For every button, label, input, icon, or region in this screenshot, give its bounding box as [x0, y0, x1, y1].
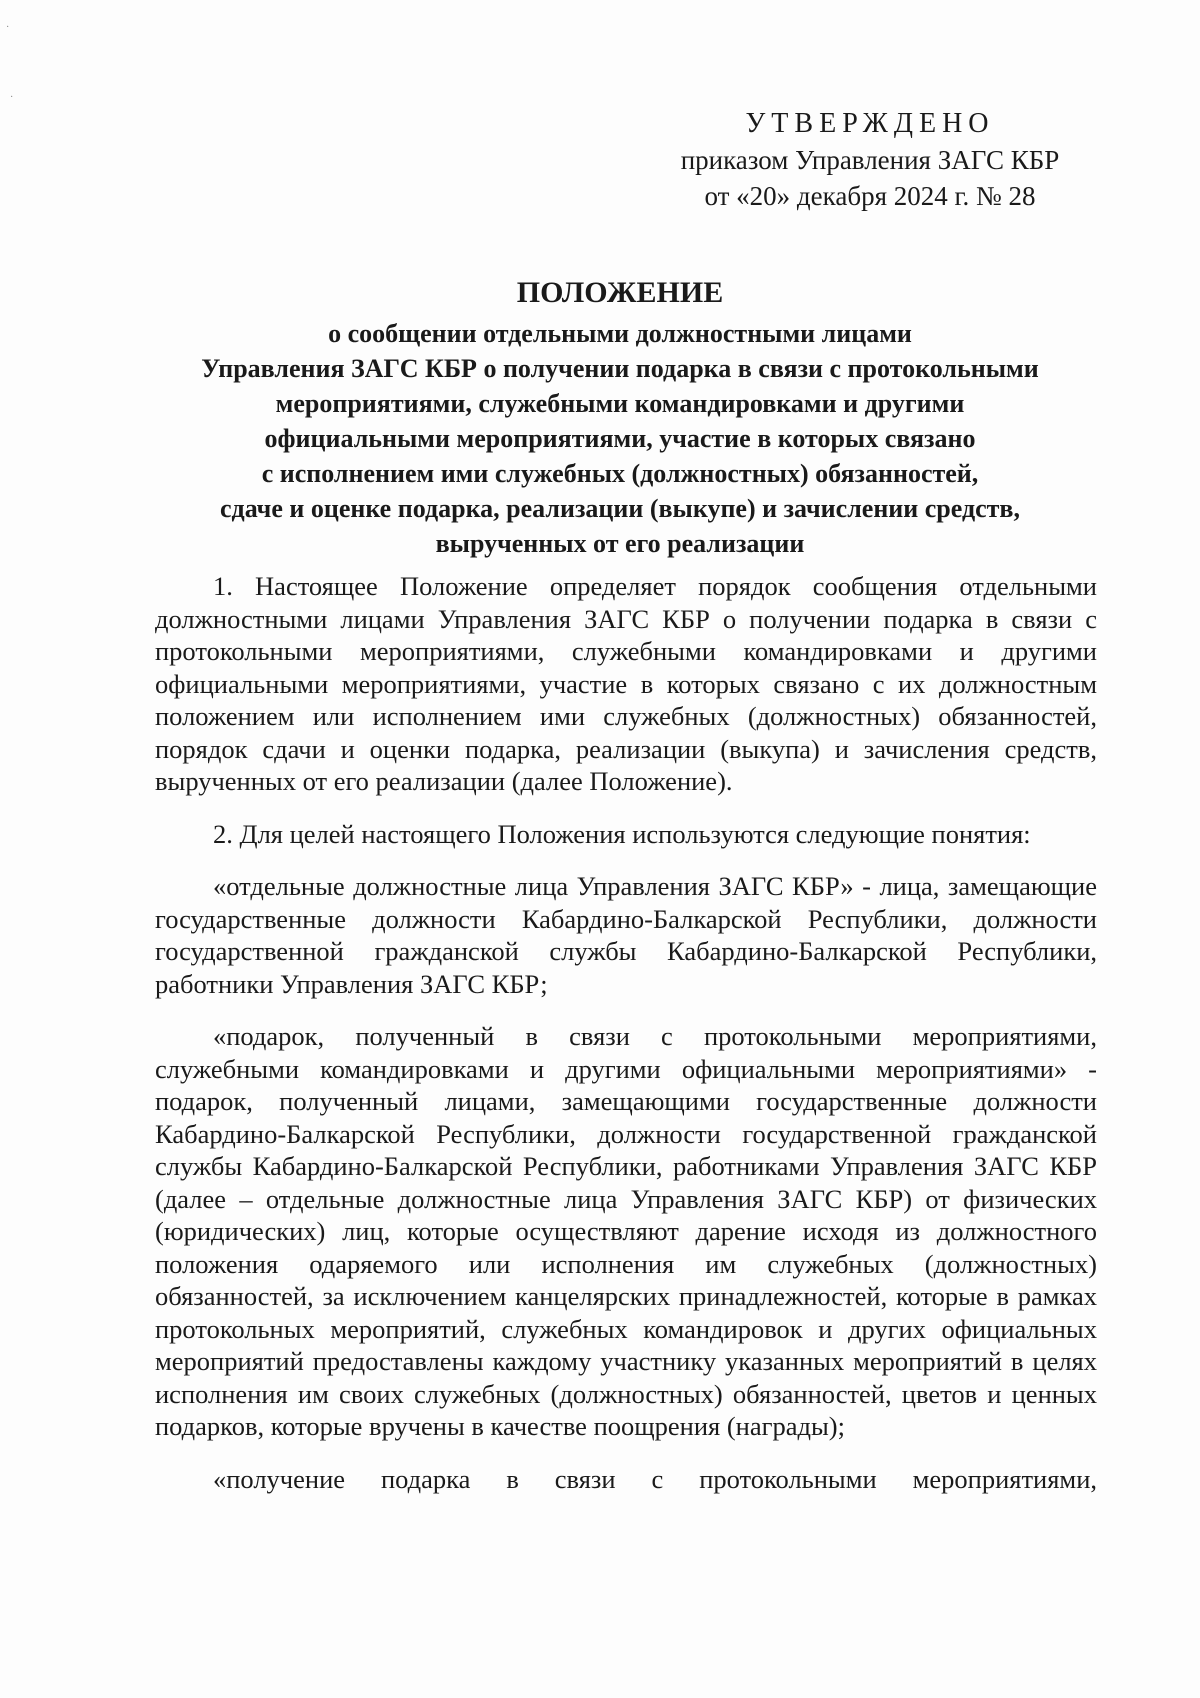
paragraph-2: 2. Для целей настоящего Положения используются следующие понятия:	[213, 818, 1031, 849]
approval-date-line: от «20» декабря 2024 г. № 28	[704, 181, 1036, 211]
approval-word: УТВЕРЖДЕНО	[745, 108, 995, 139]
title-line: с исполнением ими служебных (должностных) обязанностей,	[261, 459, 979, 488]
approval-block	[640, 106, 1100, 214]
title-line: мероприятиями, служебными командировками и другими	[275, 389, 965, 418]
title-line: Управления ЗАГС КБР о получении подарка в связи с протокольными	[201, 354, 1039, 383]
scan-artifact: ·	[10, 92, 14, 103]
document-title: ПОЛОЖЕНИЕ	[516, 276, 724, 309]
title-line: официальными мероприятиями, участие в которых связано	[264, 424, 976, 453]
title-line: сдаче и оценке подарка, реализации (выкупе) и зачислении средств,	[220, 494, 1020, 523]
document-body	[155, 570, 1097, 1515]
document-title-block	[140, 274, 1100, 561]
title-line: вырученных от его реализации	[435, 529, 805, 558]
paragraph-1: 1. Настоящее Положение определяет порядок сообщения отдельными должностными лицами Управления ЗАГС КБР о получении подарка в связи с протокольными мероприятиями, служебными командировками и другими официальными мероприятиями, участие в которых связано с их должностным положением или исполнением ими служебных (должностных) обязанностей, порядок сдачи и оценки подарка, реализации (выкупа) и зачисления средств, вырученных от его реализации (далее Положение).	[155, 571, 1097, 796]
definition-receiving-gift: «получение подарка в связи с протокольными мероприятиями,	[213, 1463, 1097, 1494]
title-line: о сообщении отдельными должностными лицами	[328, 319, 912, 348]
approval-order-line: приказом Управления ЗАГС КБР	[680, 145, 1060, 175]
scan-artifact: ·	[6, 22, 10, 33]
definition-gift: «подарок, полученный в связи с протокольными мероприятиями, служебными командировками и другими официальными мероприятиями» - подарок, полученный лицами, замещающими государственные должности Кабардино-Балкарской Республики, должности государственной гражданской службы Кабардино-Балкарской Республики, работниками Управления ЗАГС КБР (далее – отдельные должностные лица Управления ЗАГС КБР) от физических (юридических) лиц, которые осуществляют дарение исходя из должностного положения одаряемого или исполнения им служебных (должностных) обязанностей, за исключением канцелярских принадлежностей, которые в рамках протокольных мероприятий, служебных командировок и других официальных мероприятий предоставлены каждому участнику указанных мероприятий в целях исполнения им своих служебных (должностных) обязанностей, цветов и ценных подарков, которые вручены в качестве поощрения (награды);	[155, 1021, 1097, 1441]
definition-officials: «отдельные должностные лица Управления ЗАГС КБР» - лица, замещающие государственные должности Кабардино-Балкарской Республики, должности государственной гражданской службы Кабардино-Балкарской Республики, работники Управления ЗАГС КБР;	[155, 871, 1097, 999]
